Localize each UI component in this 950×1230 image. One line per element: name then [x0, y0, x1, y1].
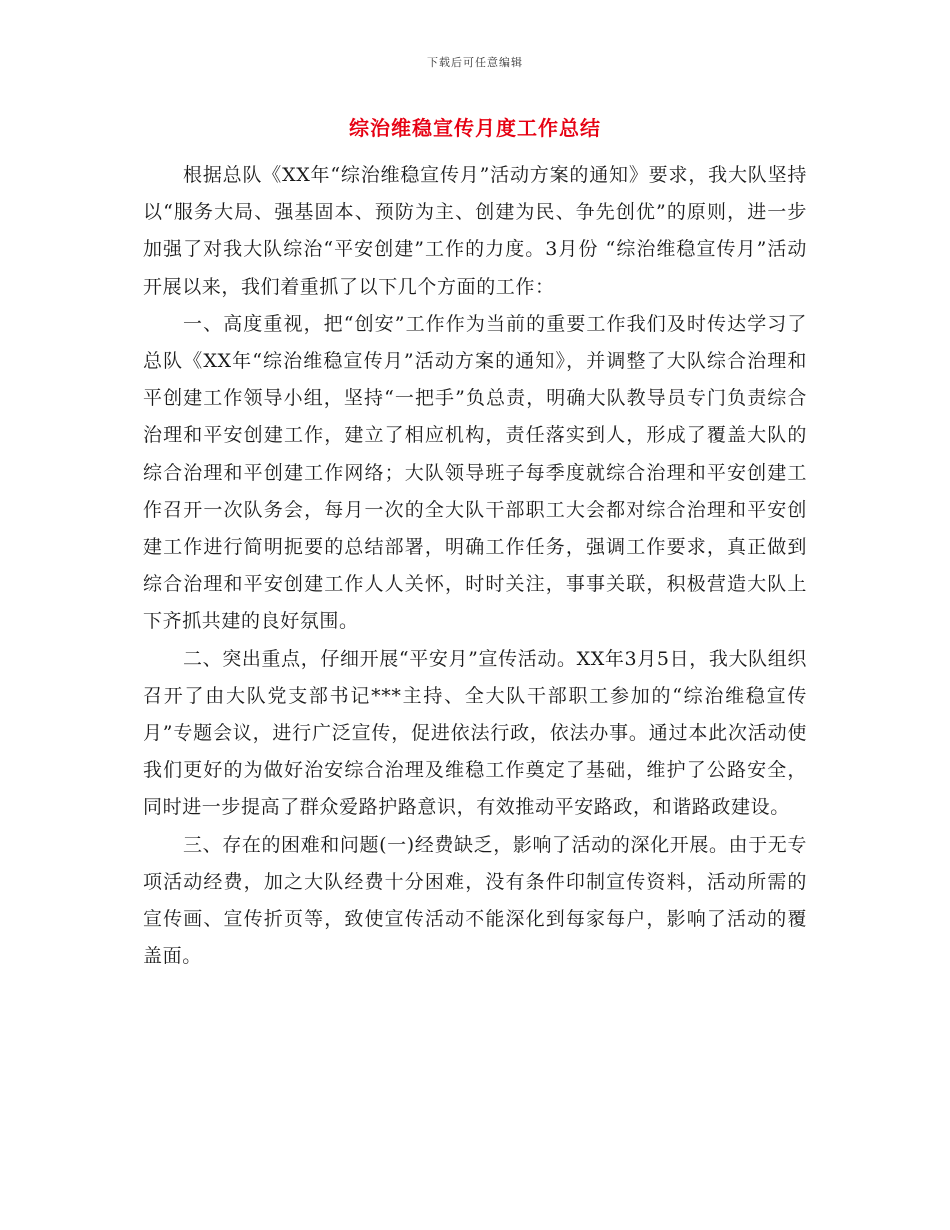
header-note: 下载后可任意编辑 — [427, 56, 523, 69]
paragraph-section-1: 一、高度重视，把“创安”工作作为当前的重要工作我们及时传达学习了总队《XX年“综治维稳宣传月”活动方案的通知》，并调整了大队综合治理和平创建工作领导小组，坚持“一把手”负总责，明确大队教导员专门负责综合治理和平安创建工作，建立了相应机构，责任落实到人，形成了覆盖大队的综合治理和平创建工作网络；大队领导班子每季度就综合治理和平安创建工作召开一次队务会，每月一次的全大队干部职工大会都对综合治理和平安创建工作进行简明扼要的总结部署，明确工作任务，强调工作要求，真正做到综合治理和平安创建工作人人关怀，时时关注，事事关联，积极营造大队上下齐抓共建的良好氛围。 — [143, 312, 807, 633]
paragraph-section-2: 二、突出重点，仔细开展“平安月”宣传活动。XX年3月5日，我大队组织召开了由大队党支部书记***主持、全大队干部职工参加的“综治维稳宣传月”专题会议，进行广泛宣传，促进依法行政，依法办事。通过本此次活动使我们更好的为做好治安综合治理及维稳工作奠定了基础，维护了公路安全，同时进一步提高了群众爱路护路意识，有效推动平安路政，和谐路政建设。 — [143, 647, 807, 819]
paragraph-intro: 根据总队《XX年“综治维稳宣传月”活动方案的通知》要求，我大队坚持以“服务大局、强基固本、预防为主、创建为民、争先创优”的原则，进一步加强了对我大队综治“平安创建”工作的力度。3月份 “综治维稳宣传月”活动开展以来，我们着重抓了以下几个方面的工作： — [143, 164, 807, 298]
document-title: 综治维稳宣传月度工作总结 — [349, 116, 601, 140]
document-body — [143, 157, 807, 975]
paragraph-section-3: 三、存在的困难和问题(一)经费缺乏，影响了活动的深化开展。由于无专项活动经费，加之大队经费十分困难，没有条件印制宣传资料，活动所需的宣传画、宣传折页等，致使宣传活动不能深化到每家每户，影响了活动的覆盖面。 — [143, 833, 807, 968]
